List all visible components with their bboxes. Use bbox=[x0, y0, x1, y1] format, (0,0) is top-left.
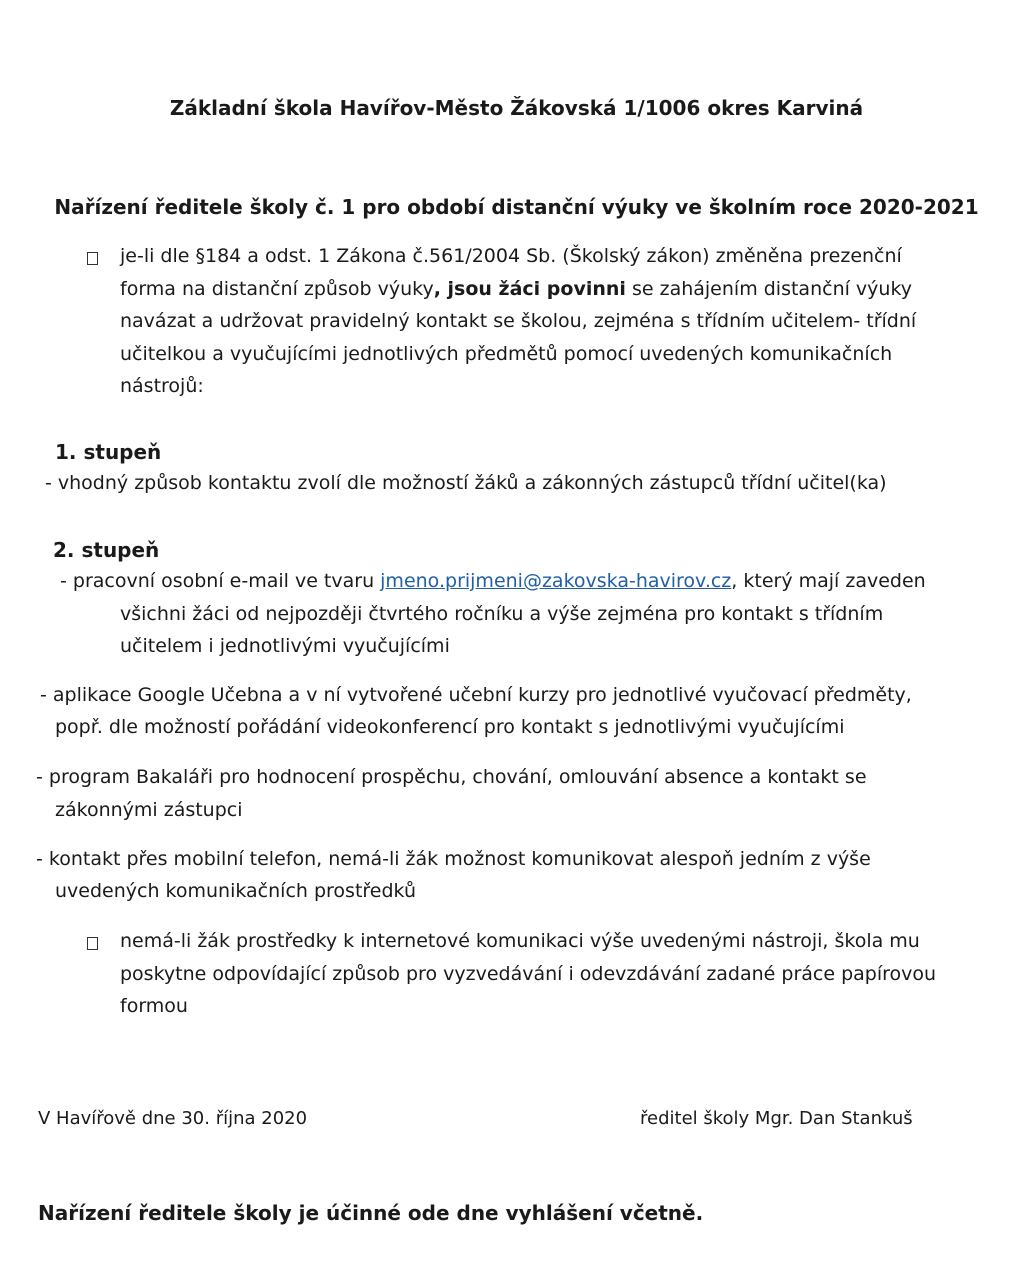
place-date: V Havířově dne 30. října 2020 bbox=[38, 1108, 308, 1129]
school-name: Základní škola Havířov-Město Žákovská 1/1006 okres Karviná bbox=[169, 96, 864, 120]
google-line-2: popř. dle možností pořádání videokonferencí pro kontakt s jednotlivými vyučujícími bbox=[55, 716, 845, 738]
checkbox-bullet-icon bbox=[87, 937, 98, 950]
signature: ředitel školy Mgr. Dan Stankuš bbox=[640, 1108, 913, 1129]
intro-line-5: nástrojů: bbox=[120, 375, 204, 397]
nointernet-line-3: formou bbox=[120, 995, 188, 1017]
intro-line-3: navázat a udržovat pravidelný kontakt se školou, zejména s třídním učitelem- třídní bbox=[120, 310, 917, 332]
stage2-heading: 2. stupeň bbox=[53, 538, 160, 562]
stage1-heading: 1. stupeň bbox=[55, 440, 162, 464]
intro-line-4: učitelkou a vyučujícími jednotlivých předmětů pomocí uvedených komunikačních bbox=[120, 342, 893, 365]
stage1-item: - vhodný způsob kontaktu zvolí dle možností žáků a zákonných zástupců třídní učitel(ka) bbox=[45, 472, 887, 494]
document-title: Nařízení ředitele školy č. 1 pro období distanční výuky ve školním roce 2020-2021 bbox=[54, 195, 979, 219]
google-line-1: - aplikace Google Učebna a v ní vytvořené učební kurzy pro jednotlivé vyučovací předměty, bbox=[40, 684, 912, 706]
nointernet-paragraph bbox=[120, 925, 936, 1023]
intro-paragraph bbox=[120, 240, 916, 403]
nointernet-line-2: poskytne odpovídající způsob pro vyzvedávání i odevzdávání zadané práce papírovou bbox=[120, 962, 937, 985]
bakalari-line-1: - program Bakaláři pro hodnocení prospěchu, chování, omlouvání absence a kontakt se bbox=[36, 766, 867, 788]
email-line-3: učitelem i jednotlivými vyučujícími bbox=[120, 635, 450, 657]
email-line-1: - pracovní osobní e-mail ve tvaru jmeno.prijmeni@zakovska-havirov.cz, který mají zaveden bbox=[60, 570, 926, 592]
phone-line-2: uvedených komunikačních prostředků bbox=[55, 880, 416, 902]
bakalari-line-2: zákonnými zástupci bbox=[55, 799, 243, 821]
email-link[interactable]: jmeno.prijmeni@zakovska-havirov.cz bbox=[380, 570, 732, 592]
nointernet-line-1: nemá-li žák prostředky k internetové komunikaci výše uvedenými nástroji, škola mu bbox=[120, 930, 920, 952]
intro-line-1: je-li dle §184 a odst. 1 Zákona č.561/2004 Sb. (Školský zákon) změněna prezenční bbox=[120, 245, 902, 267]
intro-line-2: forma na distanční způsob výuky, jsou žáci povinni se zahájením distanční výuky bbox=[120, 277, 913, 300]
email-line-2: všichni žáci od nejpozději čtvrtého ročníku a výše zejména pro kontakt s třídním bbox=[120, 603, 884, 625]
effective-statement: Nařízení ředitele školy je účinné ode dne vyhlášení včetně. bbox=[38, 1201, 704, 1225]
checkbox-bullet-icon bbox=[87, 252, 98, 265]
phone-line-1: - kontakt přes mobilní telefon, nemá-li žák možnost komunikovat alespoň jedním z výše bbox=[36, 848, 871, 870]
